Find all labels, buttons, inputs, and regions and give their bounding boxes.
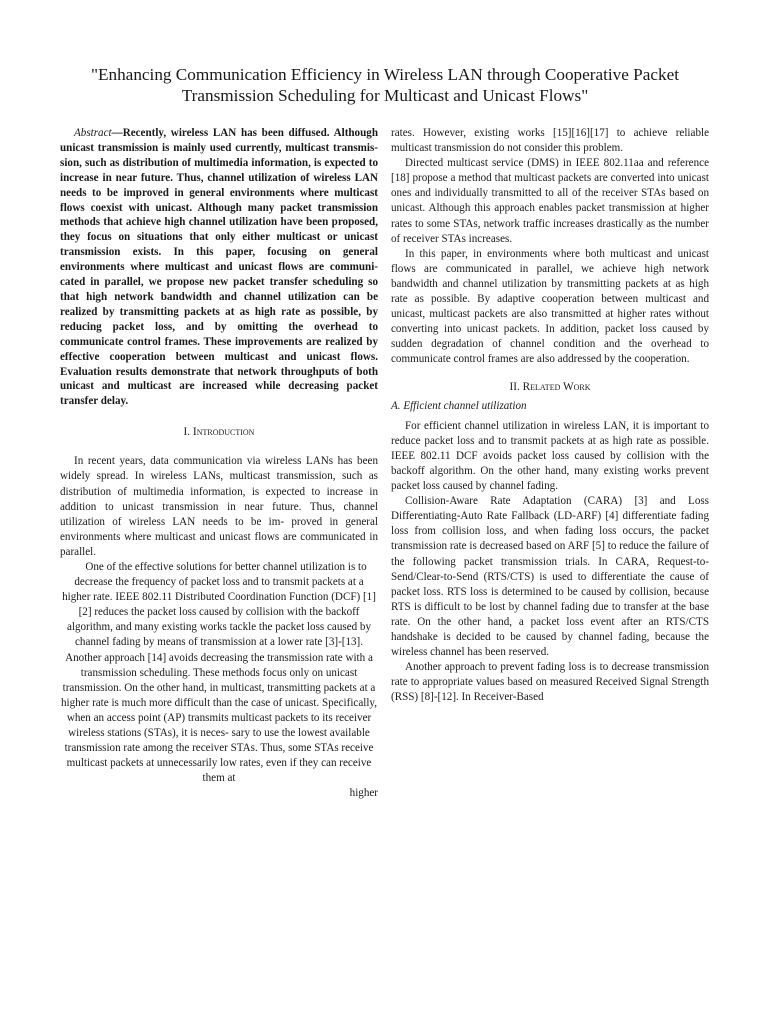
subsection-heading-a: A. Efficient channel utilization [391, 399, 527, 412]
related-paragraph-1: For efficient channel utilization in wireless LAN, it is important to reduce packet loss and to transmit packets at as high rate as possible. IEEE 802.11 DCF avoids packet loss caused by collision with the backoff algorithm. On the other hand, many existing works prevent packet loss caused by channel fading. [391, 419, 709, 493]
right-paragraph-3: In this paper, in environments where both multicast and unicast flows are communicated in parallel, we achieve high network bandwidth and channel utilization by transmitting packets at as high rate as possible. By adaptive cooperation between multicast and unicast, multicast packets are also transmitted at higher rates without converting into unicast packets. In addition, packet loss caused by sudden degradation of channel condition and the overhead to communicate control frames are also addressed by the cooperation. [391, 247, 709, 366]
title-line-1: "Enhancing Communication Efficiency in Wireless LAN through Cooperative Packet [90, 65, 679, 84]
right-column [391, 126, 709, 705]
intro-paragraph-2: One of the effective solutions for better channel utilization is to decrease the frequency of packet loss and to transmit packets at a higher rate. IEEE 802.11 Distributed Coordination Function (DCF) [1][2] reduces the packet loss caused by collision with the backoff algorithm, and many existing works tackle the packet loss caused by channel fading by means of transmission at a lower rate [3]-[13]. Another approach [14] avoids decreasing the transmission rate with a transmission scheduling. These methods focus only on unicast transmission. On the other hand, in multicast, transmitting packets at a higher rate is much more difficult than the case of unicast. Specifically, when an access point (AP) transmits multicast packets to its receiver wireless stations (STAs), it is neces- sary to use the lowest available transmission rate among the receiver STAs. Thus, some STAs receive multicast packets at unnecessarily low rates, even if they can receive them at [60, 560, 378, 785]
related-paragraph-3: Another approach to prevent fading loss is to decrease transmission rate to appropriate values based on measured Received Signal Strength (RSS) [8]-[12]. In Receiver-Based [391, 661, 709, 704]
section-heading-related-work: II. Related Work [509, 380, 591, 393]
intro-paragraph-2-block [60, 560, 378, 786]
related-paragraph-2: Collision-Aware Rate Adaptation (CARA) [3] and Loss Differentiating-Auto Rate Fallback (LD-ARF) [4] differentiate fading loss from collision loss, and when fading loss occurs, the packet transmission rate is decreased based on ARF [5] to reduce the failure of the following packet transmission trials. In CARA, Request-to-Send/Clear-to-Send (RTS/CTS) is used to differentiate the cause of packet loss. RTS loss is determined to be caused by collision, because RTS is difficult to be lost by channel fading due to transfer at the base rate. On the other hand, a packet loss event after an RTS/CTS handshake is decided to be caused by channel fading, because the wireless channel has been reserved. [391, 495, 709, 659]
paper-title [60, 64, 710, 106]
intro-paragraph-2-end: higher [349, 787, 378, 800]
left-column [60, 126, 378, 801]
right-paragraph-2: Directed multicast service (DMS) in IEEE 802.11aa and reference [18] propose a method that multicast packets are converted into unicast ones and individually transmitted to all of the receiver STAs based on unicast. Although this approach enables packet transmission at higher rates to some STAs, network traffic increases drastically as the number of receiver STAs increases. [391, 157, 709, 245]
intro-paragraph-1: In recent years, data communication via wireless LANs has been widely spread. In wireless LANs, multicast transmission, such as distribution of multimedia information, is expected to increase in addition to unicast transmission in near future. Thus, channel utilization of wireless LAN needs to be im- proved in general environments where multicast and unicast flows are communicated in parallel. [60, 455, 378, 558]
right-paragraph-1: rates. However, existing works [15][16][17] to achieve reliable multicast transmission do not consider this problem. [391, 127, 709, 155]
abstract-text: —Recently, wireless LAN has been diffused. Although unicast transmission is mainly used currently, multicast transmis- sion, such as distribution of multimedia information, is expected to increase in near future. Thus, channel utilization of wireless LAN needs to be improved in general environments where multicast flows coexist with unicast. Although many packet transmission methods that achieve high channel utilization have been proposed, they focus on situations that only either multicast or unicast transmission exists. In this paper, focusing on general environments where multicast and unicast flows are communi- cated in parallel, we propose new packet transfer scheduling so that high network bandwidth and channel utilization can be realized by transmitting packets at as high rate as possible, by reducing packet loss, and by omitting the overhead to communicate control frames. These improvements are realized by effective cooperation between multicast and unicast flows. Evaluation results demonstrate that network throughputs of both unicast and multicast are increased while decreasing packet transfer delay. [60, 127, 378, 408]
section-heading-introduction: I. Introduction [183, 426, 255, 439]
title-line-2: Transmission Scheduling for Multicast and Unicast Flows" [181, 86, 589, 105]
abstract [60, 126, 378, 409]
abstract-label: Abstract [74, 127, 112, 139]
